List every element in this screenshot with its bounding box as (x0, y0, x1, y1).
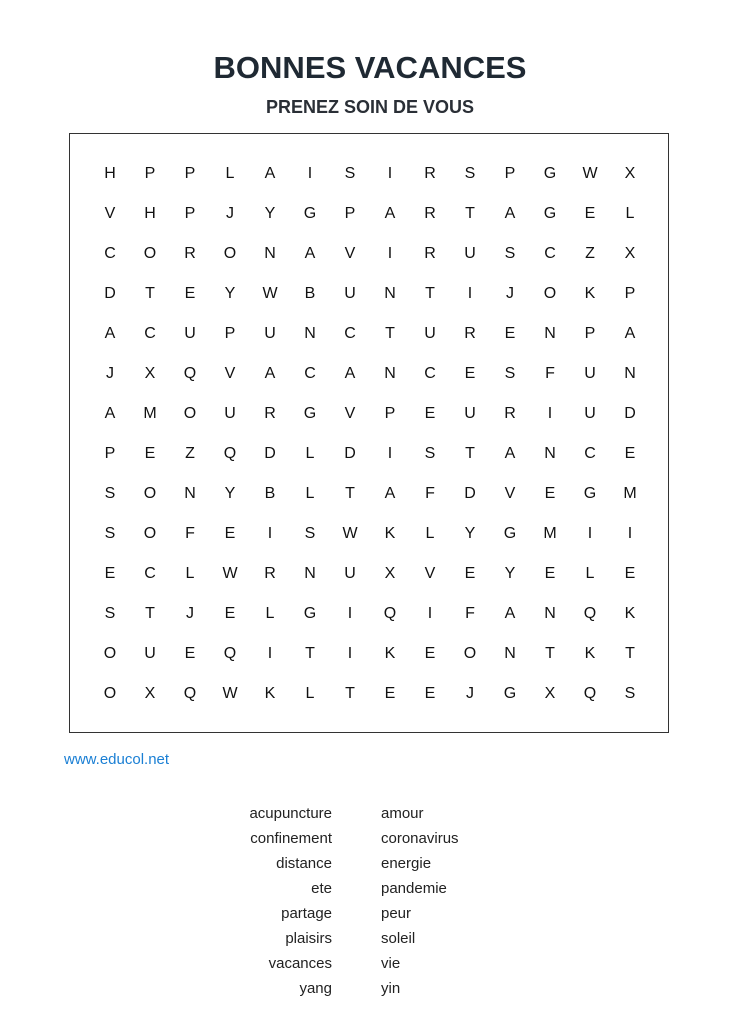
grid-letter[interactable]: A (264, 365, 276, 382)
grid-letter[interactable]: C (104, 245, 116, 262)
word-list-item: ete (311, 880, 332, 897)
grid-letter[interactable]: A (344, 365, 356, 382)
word-list-item: energie (381, 855, 432, 872)
grid-letter[interactable]: P (104, 445, 116, 462)
grid-letter[interactable]: L (425, 525, 435, 542)
grid-letter[interactable]: S (504, 365, 516, 382)
grid-letter[interactable]: R (424, 205, 436, 222)
grid-letter[interactable]: A (104, 325, 116, 342)
grid-letter[interactable]: U (184, 325, 196, 342)
grid-letter[interactable]: A (104, 405, 116, 422)
word-list-row (0, 930, 740, 955)
grid-letter[interactable]: R (424, 165, 436, 182)
grid-letter[interactable]: R (184, 245, 196, 262)
grid-letter[interactable]: F (185, 525, 195, 542)
grid-letter[interactable]: B (304, 285, 316, 302)
grid-letter[interactable]: E (624, 445, 636, 462)
grid-letter[interactable]: X (624, 245, 636, 262)
grid-letter[interactable]: N (304, 325, 316, 342)
grid-letter[interactable]: O (223, 245, 237, 262)
grid-letter[interactable]: O (143, 485, 157, 502)
grid-letter[interactable]: E (464, 365, 476, 382)
word-list-row (0, 905, 740, 930)
grid-letter[interactable]: J (106, 365, 114, 382)
grid-letter[interactable]: T (385, 325, 395, 342)
grid-letter[interactable]: A (504, 205, 516, 222)
grid-letter[interactable]: S (104, 485, 116, 502)
grid-letter[interactable]: G (583, 485, 597, 502)
grid-letter[interactable]: U (464, 405, 476, 422)
grid-letter[interactable]: I (427, 605, 433, 622)
page-title: BONNES VACANCES (213, 50, 527, 85)
grid-letter[interactable]: N (304, 565, 316, 582)
grid-letter[interactable]: X (544, 685, 556, 702)
grid-letter[interactable]: N (384, 285, 396, 302)
grid-letter[interactable]: I (347, 605, 353, 622)
grid-letter[interactable]: U (584, 365, 596, 382)
grid-letter[interactable]: A (304, 245, 316, 262)
grid-letter[interactable]: P (624, 285, 636, 302)
grid-letter[interactable]: K (624, 605, 636, 622)
grid-letter[interactable]: G (503, 525, 517, 542)
word-list-item: vacances (268, 955, 332, 972)
grid-letter[interactable]: R (424, 245, 436, 262)
grid-letter[interactable]: H (104, 165, 116, 182)
grid-letter[interactable]: I (267, 645, 273, 662)
grid-letter[interactable]: I (307, 165, 313, 182)
grid-letter[interactable]: X (144, 685, 156, 702)
grid-letter[interactable]: T (345, 485, 355, 502)
grid-letter[interactable]: P (224, 325, 236, 342)
grid-letter[interactable]: C (584, 445, 596, 462)
grid-letter[interactable]: V (104, 205, 116, 222)
grid-letter[interactable]: C (304, 365, 316, 382)
grid-letter[interactable]: S (464, 165, 476, 182)
grid-letter[interactable]: D (104, 285, 116, 302)
grid-letter[interactable]: Y (224, 285, 236, 302)
grid-letter[interactable]: Y (504, 565, 516, 582)
word-list-item: vie (381, 955, 401, 972)
grid-letter[interactable]: N (184, 485, 196, 502)
grid-letter[interactable]: J (466, 685, 474, 702)
grid-letter[interactable]: Y (224, 485, 236, 502)
grid-letter[interactable]: K (384, 645, 396, 662)
grid-letter[interactable]: I (387, 245, 393, 262)
grid-letter[interactable]: V (344, 405, 356, 422)
grid-letter[interactable]: N (544, 325, 556, 342)
grid-letter[interactable]: W (222, 565, 238, 582)
grid-letter[interactable]: T (625, 645, 635, 662)
grid-letter[interactable]: U (344, 285, 356, 302)
grid-letter[interactable]: J (226, 205, 234, 222)
grid-letter[interactable]: L (305, 685, 315, 702)
word-list-item: distance (276, 855, 332, 872)
grid-letter[interactable]: N (504, 645, 516, 662)
grid-letter[interactable]: M (143, 405, 157, 422)
grid-letter[interactable]: R (464, 325, 476, 342)
grid-letter[interactable]: V (344, 245, 356, 262)
grid-letter[interactable]: G (303, 605, 317, 622)
grid-letter[interactable]: I (547, 405, 553, 422)
grid-letter[interactable]: E (184, 285, 196, 302)
grid-letter[interactable]: S (304, 525, 316, 542)
grid-letter[interactable]: T (305, 645, 315, 662)
grid-letter[interactable]: Q (183, 685, 197, 702)
grid-letter[interactable]: I (267, 525, 273, 542)
grid-letter[interactable]: Z (185, 445, 195, 462)
grid-letter[interactable]: G (303, 405, 317, 422)
word-list-item: soleil (381, 930, 416, 947)
grid-letter[interactable]: U (144, 645, 156, 662)
grid-letter[interactable]: L (305, 485, 315, 502)
grid-letter[interactable]: Q (223, 445, 237, 462)
grid-letter[interactable]: O (463, 645, 477, 662)
grid-letter[interactable]: P (504, 165, 516, 182)
word-list-row (0, 955, 740, 980)
grid-letter[interactable]: L (265, 605, 275, 622)
word-list-item: partage (281, 905, 332, 922)
grid-letter[interactable]: L (625, 205, 635, 222)
word-list-item: confinement (250, 830, 332, 847)
word-list-item: plaisirs (285, 930, 332, 947)
grid-letter[interactable]: D (344, 445, 356, 462)
grid-letter[interactable]: A (384, 485, 396, 502)
grid-letter[interactable]: K (584, 285, 596, 302)
grid-letter[interactable]: I (387, 165, 393, 182)
word-list-item: amour (381, 805, 424, 822)
grid-letter[interactable]: X (624, 165, 636, 182)
grid-letter[interactable]: U (224, 405, 236, 422)
grid-letter[interactable]: Q (583, 685, 597, 702)
grid-letter[interactable]: A (624, 325, 636, 342)
educol-link[interactable]: www.educol.net (64, 751, 170, 768)
word-list-row (0, 830, 740, 855)
word-search-grid-box (69, 133, 669, 733)
word-list-item: coronavirus (381, 830, 459, 847)
grid-letter[interactable]: X (384, 565, 396, 582)
word-list-row (0, 880, 740, 905)
grid-letter[interactable]: O (143, 525, 157, 542)
grid-letter[interactable]: G (303, 205, 317, 222)
word-list-item: pandemie (381, 880, 447, 897)
grid-letter[interactable]: Q (223, 645, 237, 662)
grid-letter[interactable]: W (222, 685, 238, 702)
grid-letter[interactable]: E (504, 325, 516, 342)
grid-letter[interactable]: E (224, 525, 236, 542)
grid-letter[interactable]: G (503, 685, 517, 702)
grid-letter[interactable]: U (424, 325, 436, 342)
grid-letter[interactable]: U (264, 325, 276, 342)
grid-letter[interactable]: T (145, 285, 155, 302)
word-list-item: peur (381, 905, 412, 922)
grid-letter[interactable]: S (504, 245, 516, 262)
page-subtitle: PRENEZ SOIN DE VOUS (265, 97, 475, 117)
grid-letter[interactable]: V (224, 365, 236, 382)
grid-letter[interactable]: B (264, 485, 276, 502)
grid-letter[interactable]: E (104, 565, 116, 582)
grid-letter[interactable]: D (624, 405, 636, 422)
grid-letter[interactable]: V (424, 565, 436, 582)
grid-letter[interactable]: E (544, 565, 556, 582)
grid-letter[interactable]: E (424, 685, 436, 702)
grid-letter[interactable]: T (465, 205, 475, 222)
grid-letter[interactable]: G (543, 165, 557, 182)
grid-letter[interactable]: O (143, 245, 157, 262)
grid-letter[interactable]: G (543, 205, 557, 222)
grid-letter[interactable]: M (543, 525, 557, 542)
grid-letter[interactable]: S (104, 605, 116, 622)
grid-letter[interactable]: I (467, 285, 473, 302)
grid-letter[interactable]: M (623, 485, 637, 502)
grid-letter[interactable]: T (145, 605, 155, 622)
word-list-row (0, 855, 740, 880)
grid-letter[interactable]: O (183, 405, 197, 422)
grid-letter[interactable]: O (103, 645, 117, 662)
grid-letter[interactable]: P (344, 205, 356, 222)
grid-letter[interactable]: C (144, 325, 156, 342)
grid-letter[interactable]: F (465, 605, 475, 622)
grid-letter[interactable]: V (504, 485, 516, 502)
grid-letter[interactable]: S (344, 165, 356, 182)
word-search-grid (90, 154, 650, 714)
grid-letter[interactable]: R (264, 405, 276, 422)
grid-letter[interactable]: A (504, 445, 516, 462)
word-list-row (0, 805, 740, 830)
grid-letter[interactable]: R (504, 405, 516, 422)
grid-letter[interactable]: P (184, 205, 196, 222)
grid-letter[interactable]: C (544, 245, 556, 262)
grid-letter[interactable]: O (543, 285, 557, 302)
grid-letter[interactable]: F (425, 485, 435, 502)
grid-letter[interactable]: W (342, 525, 358, 542)
grid-letter[interactable]: E (224, 605, 236, 622)
grid-letter[interactable]: S (624, 685, 636, 702)
grid-letter[interactable]: W (262, 285, 278, 302)
grid-letter[interactable]: P (584, 325, 596, 342)
grid-letter[interactable]: I (627, 525, 633, 542)
grid-letter[interactable]: C (424, 365, 436, 382)
grid-letter[interactable]: T (425, 285, 435, 302)
grid-letter[interactable]: L (225, 165, 235, 182)
word-list (0, 805, 740, 1005)
word-list-item: yin (381, 980, 401, 997)
grid-letter[interactable]: N (544, 445, 556, 462)
grid-letter[interactable]: E (424, 405, 436, 422)
grid-letter[interactable]: U (584, 405, 596, 422)
grid-letter[interactable]: Q (183, 365, 197, 382)
grid-letter[interactable]: C (344, 325, 356, 342)
grid-letter[interactable]: K (584, 645, 596, 662)
word-list-item: acupuncture (249, 805, 332, 822)
grid-letter[interactable]: E (464, 565, 476, 582)
grid-letter[interactable]: E (584, 205, 596, 222)
grid-letter[interactable]: J (186, 605, 194, 622)
grid-letter[interactable]: E (184, 645, 196, 662)
grid-letter[interactable]: F (545, 365, 555, 382)
grid-letter[interactable]: T (345, 685, 355, 702)
grid-letter[interactable]: S (104, 525, 116, 542)
grid-letter[interactable]: I (587, 525, 593, 542)
grid-letter[interactable]: E (144, 445, 156, 462)
word-list-row (0, 980, 740, 1005)
grid-letter[interactable]: Y (464, 525, 476, 542)
grid-letter[interactable]: N (264, 245, 276, 262)
grid-letter[interactable]: R (264, 565, 276, 582)
grid-letter[interactable]: U (464, 245, 476, 262)
grid-letter[interactable]: T (545, 645, 555, 662)
grid-letter[interactable]: J (506, 285, 514, 302)
grid-letter[interactable]: P (144, 165, 156, 182)
grid-letter[interactable]: L (305, 445, 315, 462)
grid-letter[interactable]: N (384, 365, 396, 382)
grid-letter[interactable]: E (424, 645, 436, 662)
grid-letter[interactable]: Q (583, 605, 597, 622)
grid-letter[interactable]: T (465, 445, 475, 462)
grid-letter[interactable]: A (384, 205, 396, 222)
grid-letter[interactable]: I (347, 645, 353, 662)
grid-letter[interactable]: C (144, 565, 156, 582)
grid-letter[interactable]: P (384, 405, 396, 422)
grid-letter[interactable]: O (103, 685, 117, 702)
grid-letter[interactable]: Z (585, 245, 595, 262)
grid-letter[interactable]: K (264, 685, 276, 702)
grid-letter[interactable]: E (384, 685, 396, 702)
grid-letter[interactable]: L (585, 565, 595, 582)
grid-letter[interactable]: W (582, 165, 598, 182)
grid-letter[interactable]: X (144, 365, 156, 382)
grid-letter[interactable]: L (185, 565, 195, 582)
grid-letter[interactable]: S (424, 445, 436, 462)
grid-letter[interactable]: K (384, 525, 396, 542)
grid-letter[interactable]: P (184, 165, 196, 182)
grid-letter[interactable]: A (264, 165, 276, 182)
grid-letter[interactable]: D (464, 485, 476, 502)
grid-letter[interactable]: Q (383, 605, 397, 622)
grid-letter[interactable]: N (624, 365, 636, 382)
grid-letter[interactable]: U (344, 565, 356, 582)
grid-letter[interactable]: A (504, 605, 516, 622)
grid-letter[interactable]: E (624, 565, 636, 582)
grid-letter[interactable]: H (144, 205, 156, 222)
grid-letter[interactable]: D (264, 445, 276, 462)
grid-letter[interactable]: E (544, 485, 556, 502)
grid-letter[interactable]: I (387, 445, 393, 462)
grid-letter[interactable]: Y (264, 205, 276, 222)
word-list-item: yang (299, 980, 332, 997)
grid-letter[interactable]: N (544, 605, 556, 622)
